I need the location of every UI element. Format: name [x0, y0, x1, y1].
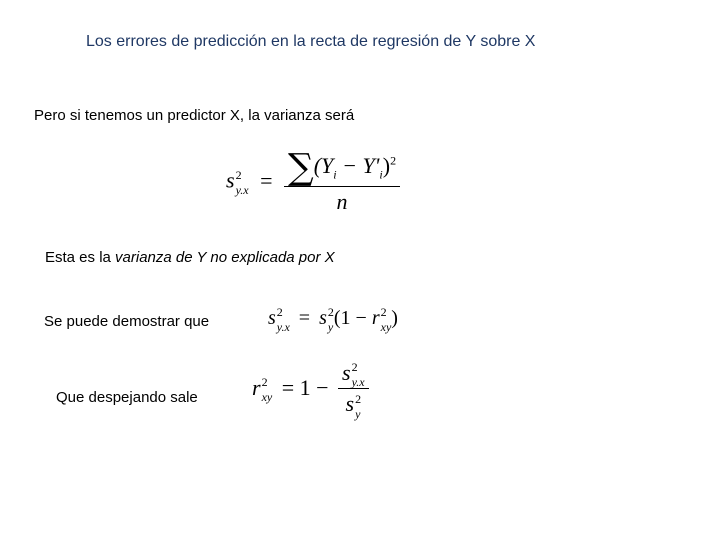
formula1-num-sub1: i: [333, 167, 337, 182]
formula1-num-sub2: i: [379, 167, 383, 182]
result-text: Que despejando sale: [56, 389, 198, 406]
formula2-paren-open: (1 −: [333, 307, 372, 330]
formula2-lhs-sup: 2: [276, 305, 283, 319]
formula2-lhs-sub: y.x: [276, 320, 290, 334]
formula2-rhs-sub: y: [327, 320, 334, 334]
formula2-r-sub: xy: [380, 320, 392, 334]
formula1-num-sup: 2: [390, 153, 397, 168]
formula1-num-close: ): [382, 153, 391, 179]
formula3-num-sup: 2: [351, 360, 358, 375]
formula1-denominator: n: [336, 189, 348, 214]
demonstrate-text: Se puede demostrar que: [44, 313, 210, 330]
formula3-num-sub: y.x: [351, 375, 365, 390]
explanation-prefix: Esta es la: [45, 249, 116, 266]
formula1-equals: =: [260, 167, 273, 193]
formula2-paren-close: ): [391, 307, 398, 330]
formula3-den-sup: 2: [355, 391, 362, 406]
intro-text: Pero si tenemos un predictor X, la varianza será: [34, 107, 355, 124]
formula-residual-variance: [226, 147, 400, 215]
formula2-rhs: s: [319, 307, 327, 330]
formula3-lhs: r: [252, 375, 261, 400]
formula1-lhs: s: [226, 167, 235, 193]
formula1-fraction: [284, 147, 400, 215]
formula2-r-sup: 2: [380, 305, 387, 319]
explanation-emphasis: varianza de Y no explicada por X: [115, 249, 335, 266]
formula3-fraction: [338, 360, 369, 420]
formula3-lhs-sup: 2: [261, 375, 268, 390]
sum-symbol: ∑: [287, 147, 314, 188]
formula2-rhs-sup: 2: [327, 305, 334, 319]
formula-determination-coefficient: [252, 360, 369, 420]
slide-title: Los errores de predicción en la recta de regresión de Y sobre X: [86, 33, 536, 50]
formula1-lhs-sub: y.x: [235, 183, 249, 197]
formula2-equals: =: [298, 307, 311, 330]
formula2-r: r: [371, 307, 380, 330]
formula3-lhs-sub: xy: [261, 390, 273, 405]
formula3-den: s: [345, 391, 355, 417]
explanation-text: [45, 249, 335, 266]
formula3-equals: = 1 −: [281, 375, 329, 400]
formula3-den-sub: y: [355, 406, 361, 421]
formula1-lhs-sup: 2: [235, 168, 242, 182]
formula3-num: s: [342, 360, 351, 385]
formula2-lhs: s: [268, 307, 276, 330]
formula1-num-a: (Y: [313, 153, 334, 179]
formula-variance-relation: [268, 306, 398, 333]
formula1-num-b: − Y': [336, 153, 380, 179]
